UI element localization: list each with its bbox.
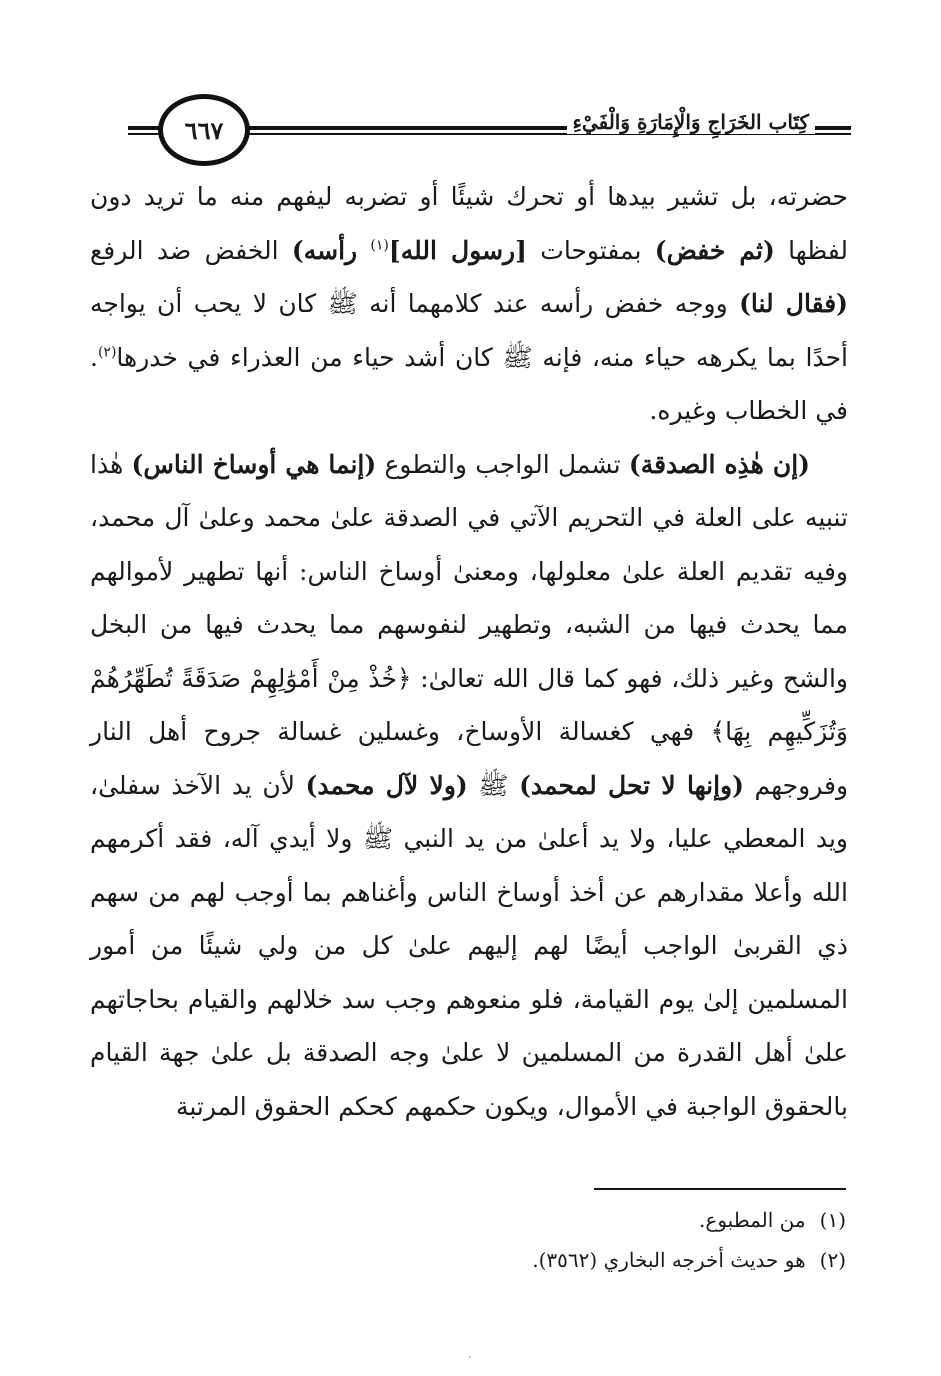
- quran-verse: ﴿خُذْ مِنْ أَمْوَٰلِهِمْ صَدَقَةً تُطَهِّرُهُمْ وَتُزَكِّيهِم بِهَا﴾: [90, 663, 848, 746]
- bold-quote: (وإنها لا تحل لمحمد): [519, 770, 744, 800]
- bold-quote: (فقال لنا): [739, 289, 848, 318]
- page-header: [128, 92, 851, 172]
- bold-quote: (إن هٰذِه الصدقة): [628, 449, 811, 479]
- bold-quote: [رسول الله]: [388, 235, 527, 265]
- footnote-marker: (٢): [97, 344, 117, 361]
- text-run: بمفتوحات: [526, 235, 655, 265]
- bold-quote: (ولا لآل محمد): [305, 770, 468, 800]
- bold-quote: رأسه): [291, 235, 358, 265]
- footnote-item: [146, 1200, 846, 1240]
- text-run: هٰذا تنبيه على العلة في التحريم الآتي في الصدقة علىٰ محمد وعلىٰ آل محمد، وفيه تقديم العلة علىٰ معلولها، ومعنىٰ أوساخ الناس: أنها تطهير لأموالهم مما يحدث فيها من الشبه، وتطهير لنفوسهم مما يحدث فيها من البخل والشح وغير ذلك، فهو كما قال الله تعالىٰ:: [90, 449, 848, 693]
- running-header-title: كِتَاب الخَرَاجِ وَالْإِمَارَةِ وَالْفَيْءِ: [567, 110, 816, 134]
- text-run: ووجه خفض رأسه عند كلامهما أنه ﷺ كان لا يحب أن يواجه أحدًا بما يكرهه حياء منه، فإنه ﷺ كان أشد حياء من العذراء في خدرها: [90, 289, 848, 372]
- footnote-number: (١): [819, 1208, 846, 1232]
- scan-dot: [469, 1356, 471, 1358]
- paragraph: [90, 438, 848, 1134]
- text-run: لأن يد الآخذ سفلىٰ، ويد المعطي عليا، ولا يد أعلىٰ من يد النبي ﷺ ولا أيدي آله، فقد أكرمهم الله وأعلا مقدارهم عن أخذ أوساخ الناس وأغناهم بما أوجب لهم من سهم ذي القربىٰ الواجب أيضًا لهم إليهم علىٰ كل من ولي شيئًا من أمور المسلمين إلىٰ يوم القيامة، فلو منعوهم وجب سد خلالهم والقيام بحاجاتهم علىٰ أهل القدرة من المسلمين لا علىٰ وجه الصدقة بل علىٰ جهة القيام بالحقوق الواجبة في الأموال، ويكون حكمهم كحكم الحقوق المرتبة: [90, 770, 848, 1121]
- bold-quote: (إنما هي أوساخ الناس): [131, 449, 377, 479]
- paragraph: [90, 170, 848, 438]
- footnotes: [146, 1200, 846, 1280]
- text-run: الخفض ضد الرفع: [90, 235, 292, 265]
- footnote-text: من المطبوع.: [699, 1208, 806, 1232]
- footnote-item: [146, 1240, 846, 1280]
- page-number-frame: [158, 94, 250, 166]
- footnote-separator: [594, 1188, 846, 1190]
- footnote-marker: (١): [370, 237, 389, 254]
- text-run: فهي كغسالة الأوساخ، وغسلين غسالة جروح أهل النار وفروجهم: [90, 717, 849, 800]
- page-number: ٦٦٧: [184, 115, 224, 145]
- main-text: [90, 170, 848, 1133]
- text-run: تشمل الواجب والتطوع: [376, 449, 629, 479]
- text-run: ﷺ: [467, 770, 520, 800]
- footnote-text: هو حديث أخرجه البخاري (٣٥٦٢).: [532, 1248, 806, 1272]
- footnote-number: (٢): [819, 1248, 846, 1272]
- bold-quote: (ثم خفض): [654, 235, 775, 265]
- text-run: . في الخطاب وغيره.: [90, 342, 848, 425]
- text-run: حضرته، بل تشير بيدها أو تحرك شيئًا أو تضربه ليفهم منه ما تريد دون لفظها: [90, 182, 849, 265]
- text-run: [357, 236, 370, 265]
